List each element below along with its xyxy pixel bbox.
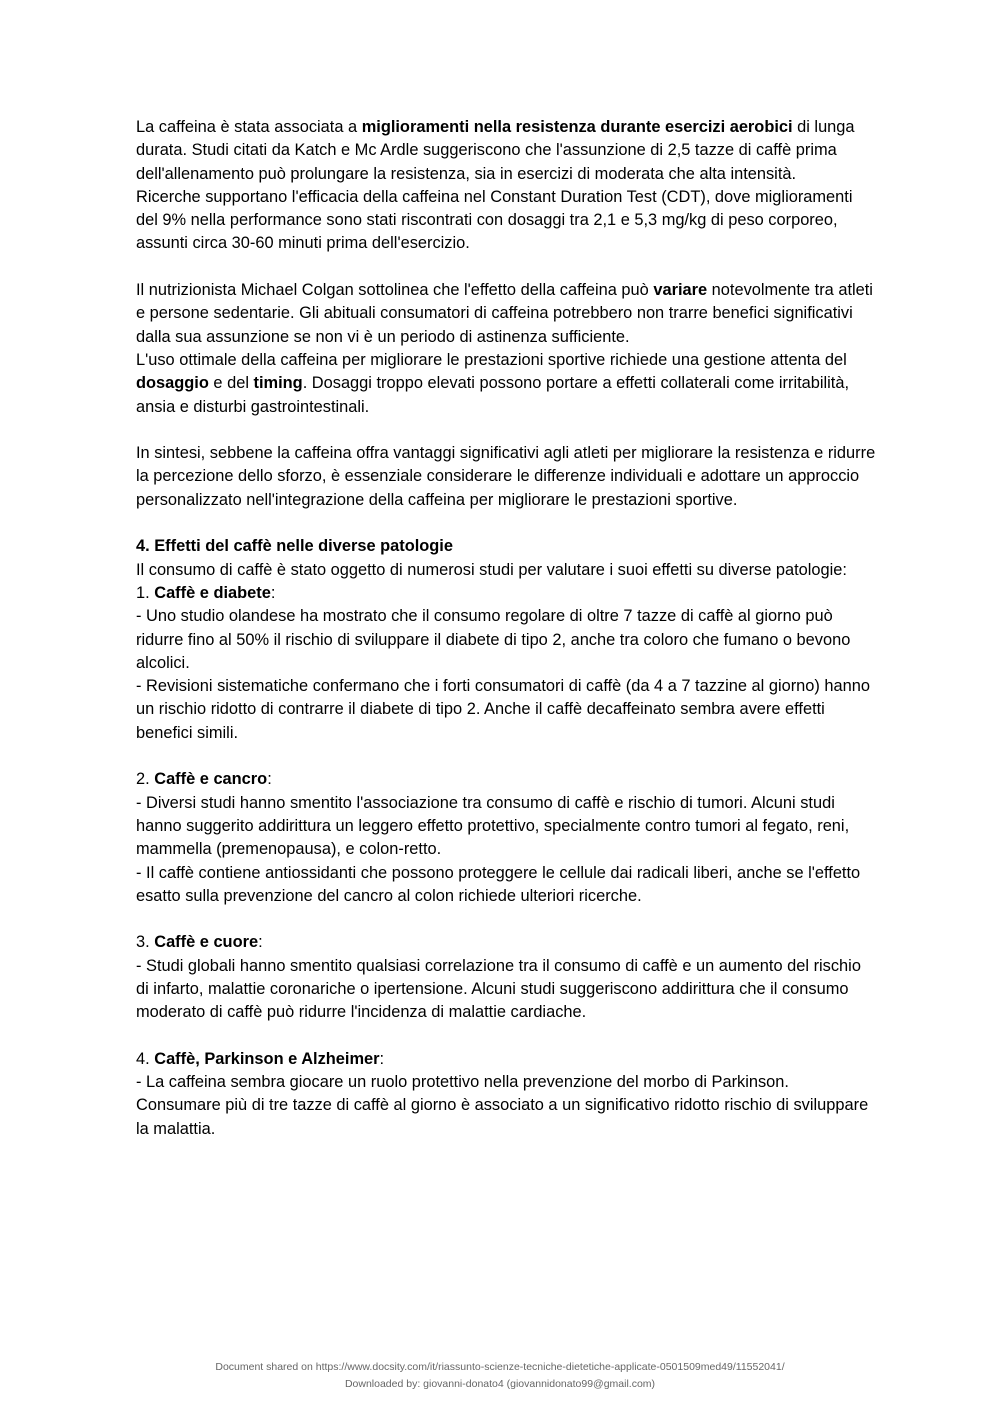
paragraph-dosage — [136, 349, 876, 419]
item-suffix: : — [258, 933, 263, 952]
emphasis-text: dosaggio — [136, 374, 209, 393]
item-line: - Studi globali hanno smentito qualsiasi correlazione tra il consumo di caffè e un aumento del rischio di infarto, malattie coronariche o ipertensione. Alcuni studi suggeriscono addirittura che il consumo moderato di caffè può ridurre l'incidenza di malattie cardiache. — [136, 956, 861, 1022]
paragraph-text: di lunga durata. Studi citati da Katch e Mc Ardle suggeriscono che l'assunzione di 2,5 tazze di caffè prima dell'allenamento può prolungare la resistenza, sia in esercizi di moderata che alta intensità. — [136, 118, 855, 183]
item-line: - Diversi studi hanno smentito l'associazione tra consumo di caffè e rischio di tumori. Alcuni studi hanno suggerito addirittura un leggero effetto protettivo, specialmente contro tumori al fegato, reni, mammella (premenopausa), e colon-retto. — [136, 793, 850, 859]
section-intro: Il consumo di caffè è stato oggetto di numerosi studi per valutare i suoi effetti su diverse patologie: — [136, 560, 847, 579]
item-number: 4. — [136, 1049, 155, 1068]
item-line: - La caffeina sembra giocare un ruolo protettivo nella prevenzione del morbo di Parkinson. Consumare più di tre tazze di caffè al giorno è associato a un significativo ridotto rischio di sviluppare la malattia. — [136, 1073, 869, 1138]
paragraph-text: e del — [208, 374, 254, 393]
item-title-text: Caffè, Parkinson e Alzheimer — [154, 1049, 380, 1068]
footer-downloaded-by: Downloaded by: giovanni-donato4 (giovannidonato99@gmail.com) — [344, 1378, 656, 1390]
item-line: - Uno studio olandese ha mostrato che il consumo regolare di oltre 7 tazze di caffè al giorno può ridurre fino al 50% il rischio di sviluppare il diabete di tipo 2, anche tra coloro che fumano o bevono alcolici. — [136, 607, 851, 672]
paragraph-text: . Dosaggi troppo elevati possono portare a effetti collaterali come irritabilità, ansia e disturbi gastrointestinali. — [136, 374, 850, 416]
footer-shared-link[interactable]: Document shared on https://www.docsity.com/it/riassunto-scienze-tecniche-dietetiche-applicate-0501509med49/11552041/ — [215, 1361, 785, 1373]
item-suffix: : — [379, 1049, 385, 1068]
paragraph-endurance — [136, 116, 876, 186]
item-title — [136, 768, 876, 791]
paragraph-colgan — [136, 279, 876, 349]
item-title-text: Caffè e cancro — [154, 770, 268, 789]
document-body — [136, 116, 876, 1141]
item-suffix: : — [270, 583, 276, 602]
item-title-text: Caffè e diabete — [154, 583, 271, 602]
paragraph-text: L'uso ottimale della caffeina per migliorare le prestazioni sportive richiede una gestione attenta del — [136, 350, 847, 369]
paragraph-cdt: Ricerche supportano l'efficacia della caffeina nel Constant Duration Test (CDT), dove miglioramenti del 9% nella performance sono stati riscontrati con dosaggi tra 2,1 e 5,3 mg/kg di peso corporeo, assunti circa 30-60 minuti prima dell'esercizio. — [136, 187, 853, 253]
item-number: 1. — [136, 583, 155, 602]
item-title-text: Caffè e cuore — [154, 933, 259, 952]
item-number: 2. — [136, 770, 155, 789]
emphasis-text: miglioramenti nella resistenza durante esercizi aerobici — [361, 118, 793, 136]
section-heading-text: 4. Effetti del caffè nelle diverse patologie — [136, 537, 453, 556]
emphasis-text: variare — [653, 281, 708, 300]
item-suffix: : — [267, 770, 272, 789]
paragraph-text: Il nutrizionista Michael Colgan sottolinea che l'effetto della caffeina può — [136, 281, 654, 300]
item-line: - Revisioni sistematiche confermano che i forti consumatori di caffè (da 4 a 7 tazzine al giorno) hanno un rischio ridotto di contrarre il diabete di tipo 2. Anche il caffè decaffeinato sembra avere effetti benefici simili. — [136, 677, 871, 742]
emphasis-text: timing — [253, 374, 303, 393]
item-title — [136, 1048, 876, 1071]
section-heading — [136, 535, 876, 558]
item-line: - Il caffè contiene antiossidanti che possono proteggere le cellule dai radicali liberi, anche se l'effetto esatto sulla prevenzione del cancro al colon richiede ulteriori ricerche. — [136, 863, 861, 905]
item-number: 3. — [136, 933, 155, 952]
paragraph-summary: In sintesi, sebbene la caffeina offra vantaggi significativi agli atleti per migliorare la resistenza e ridurre la percezione dello sforzo, è essenziale considerare le differenze individuali e adottare un approccio personalizzato nell'integrazione della caffeina per migliorare le prestazioni sportive. — [136, 444, 876, 509]
item-title — [136, 582, 876, 605]
item-title — [136, 931, 876, 954]
paragraph-text: La caffeina è stata associata a — [136, 118, 362, 136]
paragraph-text: notevolmente tra atleti e persone sedentarie. Gli abituali consumatori di caffeina potrebbero non trarre benefici significativi dalla sua assunzione se non vi è un periodo di astinenza sufficiente. — [136, 281, 873, 346]
